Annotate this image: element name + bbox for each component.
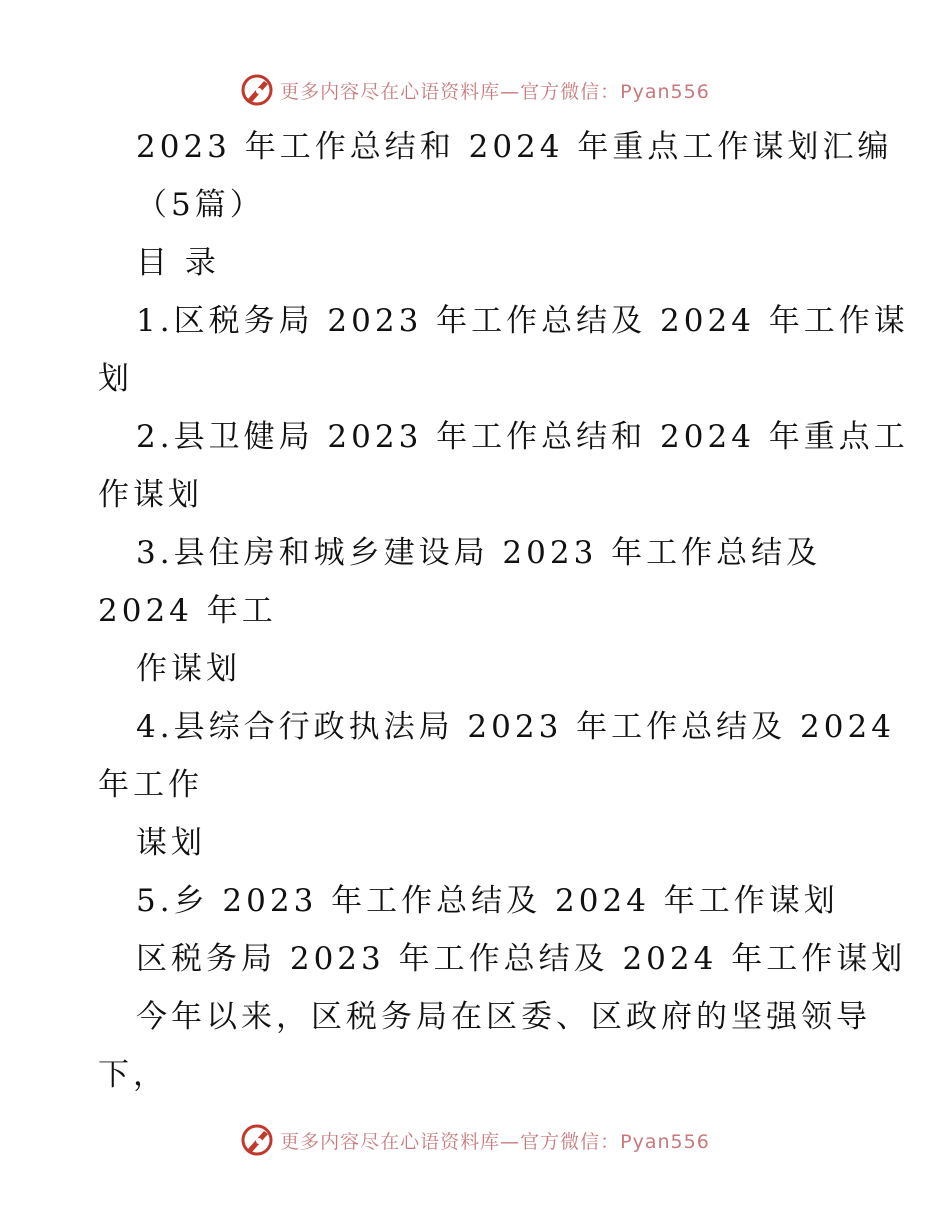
pen-circle-logo-icon	[240, 73, 274, 107]
document-subtitle: （5篇）	[136, 187, 265, 223]
toc-item-5: 5.乡 2023 年工作总结及 2024 年工作谋划	[136, 883, 839, 919]
toc-item-2-continued: 作谋划	[98, 477, 203, 513]
footer-banner	[0, 1120, 950, 1160]
document-title: 2023 年工作总结和 2024 年重点工作谋划汇编	[136, 129, 893, 165]
header-banner-text: 更多内容尽在心语资料库—官方微信：Pyan556	[280, 80, 710, 103]
toc-item-2: 2.县卫健局 2023 年工作总结和 2024 年重点工	[136, 419, 909, 455]
footer-banner-text: 更多内容尽在心语资料库—官方微信：Pyan556	[280, 1130, 710, 1153]
header-banner	[0, 70, 950, 110]
body-paragraph-start: 今年以来，区税务局在区委、区政府的坚强领导	[136, 999, 871, 1035]
toc-item-4-continued: 年工作	[98, 767, 203, 803]
body-paragraph-continued: 下，	[98, 1057, 168, 1093]
pen-circle-logo-icon	[240, 1123, 274, 1157]
toc-item-1-continued: 划	[98, 361, 133, 397]
toc-item-3: 3.县住房和城乡建设局 2023 年工作总结及	[136, 535, 822, 571]
section-heading: 区税务局 2023 年工作总结及 2024 年工作谋划	[136, 941, 907, 977]
toc-item-4-continued-2: 谋划	[136, 825, 206, 861]
toc-item-4: 4.县综合行政执法局 2023 年工作总结及 2024	[136, 709, 895, 745]
toc-item-1: 1.区税务局 2023 年工作总结及 2024 年工作谋	[136, 303, 909, 339]
toc-item-3-continued-2: 作谋划	[136, 651, 241, 687]
toc-heading: 目 录	[136, 245, 220, 281]
toc-item-3-continued: 2024 年工	[98, 593, 277, 629]
